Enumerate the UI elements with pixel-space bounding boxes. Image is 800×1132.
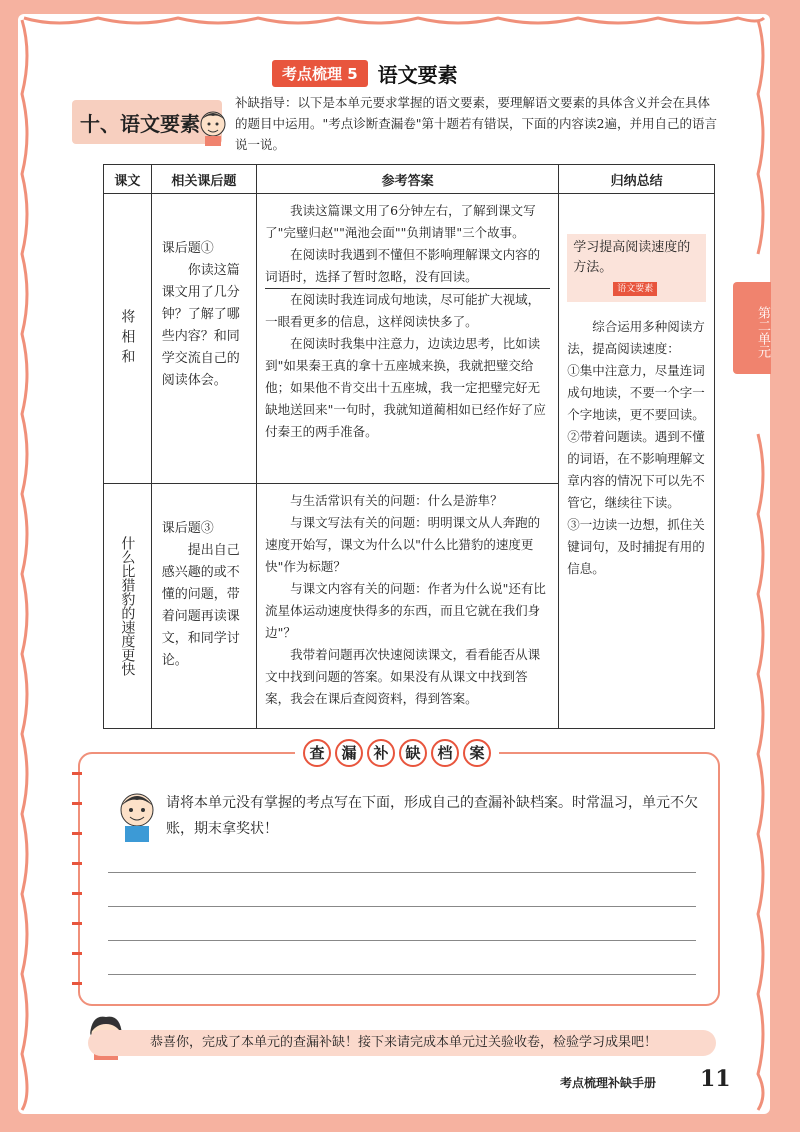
answer-paragraph: 我带着问题再次快速阅读课文，看看能否从课文中找到问题的答案。如果没有从课文中找到答案，我会在课后查阅资料，得到答案。 [265, 647, 541, 706]
table-row [104, 194, 715, 484]
table-header-row [104, 165, 715, 194]
summary-line: 综合运用多种阅读方法，提高阅读速度： [567, 319, 705, 356]
answer-paragraph: 与课文内容有关的问题：作者为什么说"还有比流星体运动速度快得多的东西，而且它就在我们身边"？ [265, 581, 546, 640]
language-elements-table [103, 164, 715, 729]
answer-paragraph: 在阅读时我集中注意力，边读边思考，比如读到"如果秦王真的拿十五座城来换，我就把璧交给他；如果他不肯交出十五座城，我一定把璧完好无缺地送回来"一句时，我就知道蔺相如已经作好了应付秦王的两手准备。 [265, 336, 546, 439]
section-label: 十、语文要素 [72, 100, 222, 144]
answer-paragraph: 我读这篇课文用了6分钟左右，了解到课文写了"完璧归赵""渑池会面""负荆请罪"三个故事。 [265, 203, 536, 240]
writing-line[interactable] [108, 940, 696, 941]
review-title-char: 案 [463, 739, 491, 767]
summary-tag: 语文要素 [613, 282, 657, 296]
lesson-title: 什么比猎豹的速度更快 [119, 536, 136, 676]
congrats-bar: 恭喜你，完成了本单元的查漏补缺！接下来请完成本单元过关验收卷，检验学习成果吧！ [88, 1030, 716, 1056]
question-cell [151, 484, 256, 729]
answer-paragraph: 与课文写法有关的问题：明明课文从人奔跑的速度开始写，课文为什么以"什么比猎豹的速度更快"作为标题？ [265, 515, 541, 574]
review-title [295, 738, 499, 768]
answer-paragraph: 与生活常识有关的问题：什么是游隼？ [290, 493, 503, 508]
question-title: 课后题① [161, 241, 214, 256]
section-title: 语文要素 [377, 62, 458, 87]
answer-cell [257, 484, 559, 729]
boy-cartoon-icon [196, 106, 230, 146]
review-title-char: 档 [431, 739, 459, 767]
intro-guidance: 补缺指导：以下是本单元要求掌握的语文要素，要理解语文要素的具体含义并会在具体的题目中运用。"考点诊断查漏卷"第十题若有错误，下面的内容读2遍，并用自己的语言说一说。 [235, 95, 717, 152]
unit-side-tab: 第二单元 [733, 282, 771, 374]
summary-line: ③一边读一边想，抓住关键词句，及时捕捉有用的信息。 [567, 517, 705, 576]
col-header-question: 相关课后题 [151, 165, 256, 194]
section-header [272, 60, 458, 86]
question-body: 提出自己感兴趣的或不懂的问题，带着问题再读课文，和同学讨论。 [161, 543, 240, 668]
footer-book-title: 考点梳理补缺手册 [560, 1076, 657, 1090]
col-header-answer: 参考答案 [257, 165, 559, 194]
col-header-summary: 归纳总结 [559, 165, 715, 194]
lesson-title: 将相和 [119, 308, 136, 369]
summary-box [567, 234, 706, 302]
review-instructions: 请将本单元没有掌握的考点写在下面，形成自己的查漏补缺档案。时常温习，单元不欠账，期末拿奖状！ [166, 795, 698, 837]
question-cell [151, 194, 256, 484]
binding-dots-decoration [72, 772, 82, 1012]
summary-line: ②带着问题读。遇到不懂的词语，在不影响理解文章内容的情况下可以先不管它，继续往下读。 [567, 429, 705, 510]
review-title-char: 漏 [335, 739, 363, 767]
answer-cell [257, 194, 559, 484]
page-number: 11 [700, 1066, 731, 1092]
writing-line[interactable] [108, 906, 696, 907]
writing-line[interactable] [108, 872, 696, 873]
answer-paragraph: 在阅读时我遇到不懂但不影响理解课文内容的词语时，选择了暂时忽略，没有回读。 [265, 244, 550, 289]
col-header-lesson: 课文 [104, 165, 152, 194]
summary-cell [559, 194, 715, 729]
summary-line: ①集中注意力，尽量连词成句地读，不要一个字一个字地读，更不要回读。 [567, 363, 705, 422]
review-title-char: 补 [367, 739, 395, 767]
boy-cartoon-icon [112, 786, 162, 842]
writing-line[interactable] [108, 974, 696, 975]
lesson-cell [104, 194, 152, 484]
answer-paragraph: 在阅读时我连词成句地读，尽可能扩大视域，一眼看更多的信息，这样阅读快多了。 [265, 292, 541, 329]
lesson-cell [104, 484, 152, 729]
question-body: 你读这篇课文用了几分钟？了解了哪些内容？和同学交流自己的阅读体会。 [161, 263, 240, 388]
summary-heading: 学习提高阅读速度的方法。 [573, 240, 691, 275]
question-title: 课后题③ [161, 521, 214, 536]
section-badge: 考点梳理 5 [272, 60, 368, 87]
review-title-char: 缺 [399, 739, 427, 767]
review-title-char: 查 [303, 739, 331, 767]
